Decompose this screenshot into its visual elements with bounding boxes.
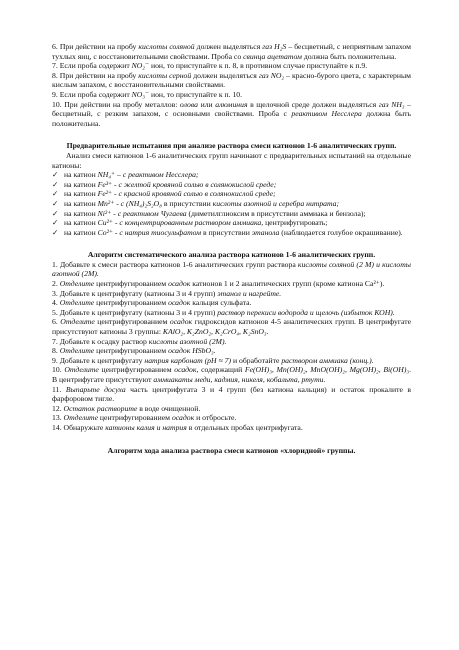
- text-run: центрифугированием: [94, 279, 169, 289]
- text-run: должна быть положительна.: [301, 51, 397, 61]
- numbered-paragraph: [52, 385, 411, 404]
- checkmark-icon: ✓: [52, 170, 59, 180]
- italic-text-run: раствором аммиака (конц.).: [281, 355, 374, 365]
- text-run: (диметилглиоксим в присутствии аммиака и бензола);: [186, 208, 366, 218]
- numbered-paragraph: [52, 317, 411, 336]
- numbered-paragraph: [52, 423, 411, 433]
- item-number: 1.: [52, 259, 60, 269]
- numbered-paragraph: [52, 404, 411, 414]
- text-run: на катион: [64, 218, 98, 228]
- text-run: -: [111, 208, 118, 218]
- item-number: 13.: [52, 413, 64, 423]
- numbered-paragraph: [52, 356, 411, 366]
- numbered-paragraph: [52, 289, 411, 299]
- text-run: в присутствии: [161, 198, 213, 208]
- numbered-paragraph: [52, 279, 411, 289]
- italic-text-run: осадок: [171, 413, 195, 423]
- italic-text-run: реактивом Несслера: [291, 109, 362, 119]
- numbered-paragraph: [52, 365, 411, 384]
- text-run: (наблюдается голубое окрашивание).: [279, 227, 403, 237]
- italic-text-run: Отделите: [59, 346, 95, 356]
- italic-text-run: NO₃⁻: [131, 89, 150, 99]
- checkmark-icon: ✓: [52, 208, 59, 218]
- italic-text-run: Ni²⁺: [97, 208, 112, 218]
- text-run: на катион: [64, 170, 98, 180]
- item-number: 14.: [52, 422, 64, 432]
- checkmark-icon: ✓: [52, 227, 59, 237]
- numbered-paragraph: [52, 61, 411, 71]
- text-run: – бесцветный, с неприятным запахом тухлых яиц, с восстановительными свойствами. Проба со: [52, 42, 411, 61]
- italic-text-run: газ H₂S: [262, 42, 287, 51]
- text-run: центрифугированием: [94, 317, 170, 327]
- italic-text-run: Отделите: [64, 365, 99, 375]
- text-run: При действии на пробу: [59, 70, 139, 80]
- italic-text-run: кислоты соляной (2 М) и кислоты азотной (2М).: [52, 259, 412, 279]
- italic-text-run: NO₂⁻: [131, 61, 150, 71]
- italic-text-run: кислоты азотной и серебра нитрата;: [212, 198, 340, 208]
- text-run: на катион: [64, 198, 98, 208]
- text-run: на катион: [64, 189, 98, 199]
- item-number: 11.: [52, 384, 66, 394]
- italic-text-run: олова: [179, 99, 198, 109]
- text-run: – красно-бурого цвета, с характерным кислым запахом, с восстановительными свойствами.: [52, 70, 411, 90]
- italic-text-run: этанол и нагрейте.: [217, 288, 282, 298]
- checklist-item: [52, 180, 411, 190]
- italic-text-run: с реактивом Чугаева: [117, 208, 187, 218]
- italic-text-run: Отделите: [60, 317, 95, 327]
- checklist-item: [52, 228, 411, 238]
- text-run: . В центрифугате присутствуют: [52, 365, 411, 384]
- italic-text-run: осадок: [168, 279, 191, 289]
- text-run: должен выделяться: [194, 42, 263, 51]
- text-run: ион, то приступайте к п. 10.: [149, 89, 243, 99]
- italic-text-run: Fe³⁺: [97, 179, 113, 189]
- text-run: и обработайте: [231, 355, 282, 365]
- italic-text-run: с красной кровяной солью в солянокислой среде;: [118, 189, 276, 199]
- text-run: Добавьте к центрифугату: [59, 355, 145, 365]
- italic-text-run: алюминия: [215, 99, 248, 109]
- item-number: 3.: [52, 288, 60, 298]
- italic-text-run: с реактивом Несслера;: [122, 170, 199, 180]
- checklist-item: [52, 209, 411, 219]
- text-run: должен выделяться: [191, 70, 259, 80]
- text-run: кальция сульфата.: [190, 298, 252, 308]
- item-number: 10.: [52, 365, 65, 375]
- italic-text-run: Mn²⁺: [97, 198, 115, 208]
- text-run: в щелочной среде должен выделяться: [247, 99, 379, 109]
- text-run: на катион: [64, 208, 98, 218]
- text-run: или: [198, 99, 216, 109]
- text-run: -: [112, 189, 119, 199]
- italic-text-run: осадок: [174, 365, 197, 375]
- italic-text-run: с концентрированным раствором аммиака,: [119, 218, 264, 228]
- text-run: -: [112, 179, 119, 189]
- text-run: При действии на пробу: [59, 42, 139, 51]
- text-run: При действии на пробу металлов:: [64, 99, 180, 109]
- italic-text-run: свинца ацетатом: [243, 51, 302, 61]
- italic-text-run: Остаток растворите: [63, 403, 138, 413]
- italic-text-run: Отделите: [59, 298, 95, 308]
- text-run: в воде очищенной.: [137, 403, 201, 413]
- text-run: Добавьте к центрифугату (катионы 3 и 4 групп): [59, 288, 218, 298]
- numbered-paragraph: [52, 298, 411, 308]
- cation-checklist: [52, 170, 411, 237]
- text-run: должна быть положительна.: [52, 109, 411, 128]
- italic-text-run: осадок HSbO₃.: [168, 346, 216, 356]
- numbered-paragraph: [52, 71, 411, 90]
- numbered-paragraph: [52, 413, 411, 423]
- text-run: Обнаружьте: [63, 422, 106, 432]
- numbered-paragraph: [52, 308, 411, 318]
- section-heading-chloride-group: Алгоритм хода анализа раствора смеси катионов «хлоридной» группы.: [107, 445, 356, 455]
- italic-text-run: с желтой кровяной солью в солянокислой среде;: [118, 179, 277, 189]
- text-run: центрифугированием: [94, 298, 169, 308]
- italic-text-run: Cu²⁺: [97, 218, 113, 228]
- text-run: Если проба содержит: [59, 89, 132, 99]
- italic-text-run: газ NH₃: [378, 99, 405, 109]
- checkmark-icon: ✓: [52, 179, 59, 189]
- italic-text-run: кислоты соляной: [138, 42, 195, 51]
- italic-text-run: этанола: [251, 227, 280, 237]
- checkmark-icon: ✓: [52, 198, 59, 208]
- item-number: 2.: [52, 279, 60, 289]
- italic-text-run: натрия карбонат (pH ≈ 7): [144, 355, 232, 365]
- numbered-paragraph: [52, 337, 411, 347]
- italic-text-run: Fe(OH)₃, Mn(OH)₂, MnO(OH)₂, Mg(OH)₂, Bi(OH)₃: [244, 365, 410, 375]
- numbered-paragraph: [52, 100, 411, 129]
- numbered-paragraph: [52, 42, 411, 61]
- italic-text-run: Отделите: [63, 413, 98, 423]
- text-run: -: [112, 218, 120, 228]
- item-number: 4.: [52, 298, 60, 308]
- procedure-steps-continued: [52, 42, 411, 128]
- italic-text-run: Fe²⁺: [97, 189, 113, 199]
- item-number: 8.: [52, 346, 60, 356]
- item-number: 7.: [52, 61, 60, 71]
- section-intro-paragraph: Анализ смеси катионов 1-6 аналитических групп начинают с предварительных испытаний на отдельные катионы:: [52, 150, 411, 170]
- text-run: Добавьте к центрифугату (катионы 3 и 4 групп): [59, 307, 218, 317]
- text-run: катионов 1 и 2 аналитических групп (кроме катиона Ca²⁺).: [190, 279, 385, 289]
- checklist-item: [52, 189, 411, 199]
- text-run: центрифугировать;: [263, 218, 328, 228]
- checkmark-icon: ✓: [52, 189, 59, 199]
- numbered-paragraph: [52, 346, 411, 356]
- section-heading-systematic-algorithm: Алгоритм систематического анализа раствора катионов 1-6 аналитических групп.: [87, 250, 376, 260]
- item-number: 9.: [52, 89, 60, 99]
- italic-text-run: кислоты азотной (2М).: [148, 336, 227, 346]
- item-number: 10.: [52, 99, 65, 109]
- italic-text-run: кислоты серной: [138, 70, 192, 80]
- item-number: 7.: [52, 336, 60, 346]
- checklist-item: [52, 218, 411, 228]
- italic-text-run: Отделите: [59, 279, 95, 289]
- italic-text-run: Co²⁺: [97, 227, 113, 237]
- italic-text-run: катионы калия и натрия: [105, 422, 187, 432]
- text-run: Добавьте к осадку раствор: [59, 336, 149, 346]
- text-run: в присутствии: [201, 227, 252, 237]
- text-run: в отдельных пробах центрифугата.: [186, 422, 303, 432]
- item-number: 6.: [52, 42, 60, 51]
- text-run: центрифугированием: [98, 413, 172, 423]
- text-run: , содержащий: [196, 365, 245, 375]
- text-run: ион, то приступайте к п. 8, в противном случае приступайте к п.9.: [149, 61, 368, 71]
- text-run: на катион: [64, 227, 98, 237]
- italic-text-run: раствор перекиси водорода и щелочь (избыток КОН).: [217, 307, 395, 317]
- italic-text-run: осадок: [169, 317, 193, 327]
- text-run: и отбросьте.: [194, 413, 237, 423]
- italic-text-run: с (NH₄)₂S₂O₈: [120, 198, 162, 208]
- item-number: 12.: [52, 403, 64, 413]
- text-run: гидроксидов катионов 4-5 аналитических групп. В центрифугате присутствуют катионы 3 группы:: [52, 317, 411, 337]
- italic-text-run: с натрия тиосульфатом: [119, 227, 202, 237]
- item-number: 5.: [52, 307, 60, 317]
- checkmark-icon: ✓: [52, 218, 59, 228]
- italic-text-run: газ NO₂: [258, 70, 285, 80]
- numbered-paragraph: [52, 260, 411, 279]
- text-run: центрифугированием: [98, 365, 175, 375]
- text-run: центрифугированием: [94, 346, 169, 356]
- text-run: – бесцветный, с резким запахом, с основными свойствами. Проба с: [52, 99, 411, 119]
- item-number: 6.: [52, 317, 61, 327]
- numbered-paragraph: [52, 90, 411, 100]
- italic-text-run: KAlO₂, K₂ZnO₂, K₂CrO₄, K₂SnO₃.: [162, 327, 269, 337]
- item-number: 9.: [52, 355, 60, 365]
- text-run: Если проба содержит: [59, 61, 132, 71]
- text-run: на катион: [64, 179, 98, 189]
- checklist-item: [52, 199, 411, 209]
- text-run: -: [112, 227, 120, 237]
- italic-text-run: аммиакаты меди, кадмия, никеля, кобальта, ртути.: [153, 375, 326, 384]
- text-run: Добавьте к смеси раствора катионов 1-6 аналитических групп раствора: [59, 259, 298, 269]
- italic-text-run: NH₄⁺: [97, 170, 116, 180]
- italic-text-run: Выпарьте досуха: [65, 384, 126, 394]
- checklist-item: [52, 170, 411, 180]
- item-number: 8.: [52, 70, 60, 80]
- italic-text-run: осадок: [168, 298, 191, 308]
- text-run: -: [114, 198, 121, 208]
- text-run: –: [115, 170, 123, 180]
- algorithm-steps-list: [52, 260, 411, 433]
- section-heading-preliminary-tests: Предварительные испытания при анализе раствора смеси катионов 1-6 аналитических групп.: [66, 141, 397, 151]
- text-run: часть центрифугата 3 и 4 групп (без катиона кальция) и остаток прокалите в фарфоровом тигле.: [52, 384, 411, 404]
